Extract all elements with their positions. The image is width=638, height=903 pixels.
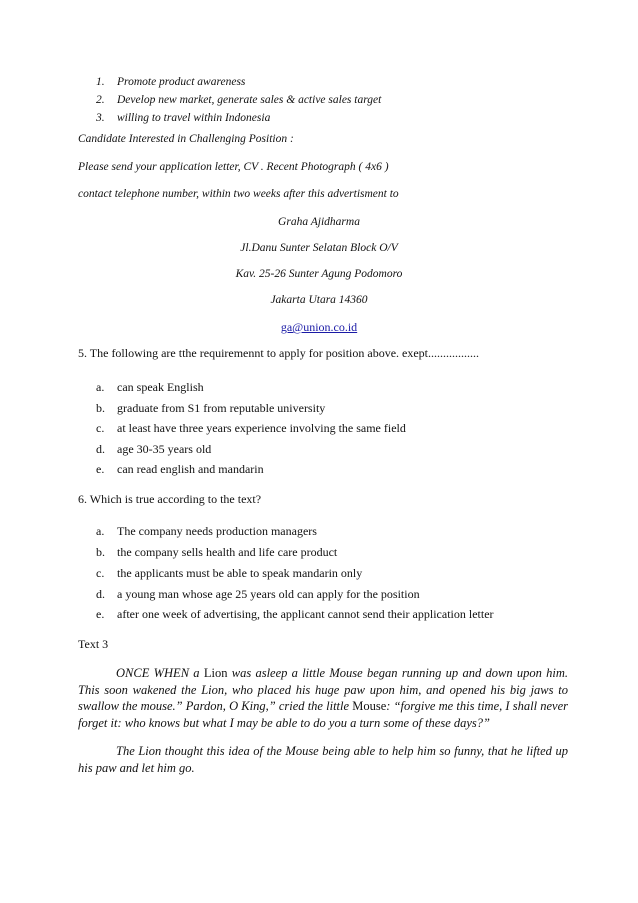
option-text: can read english and mandarin: [117, 462, 264, 476]
option-letter: c.: [96, 566, 105, 580]
candidate-line: Candidate Interested in Challenging Position :: [78, 133, 294, 145]
address-name: Graha Ajidharma: [278, 216, 360, 228]
option-letter: c.: [96, 421, 105, 435]
story-word-mouse: Mouse: [352, 699, 387, 713]
address-kav: Kav. 25-26 Sunter Agung Podomoro: [235, 268, 403, 280]
option-letter: d.: [96, 442, 105, 456]
option-letter: b.: [96, 401, 105, 415]
option-letter: e.: [96, 462, 105, 476]
duty-item: willing to travel within Indonesia: [117, 112, 271, 124]
duty-item: Promote product awareness: [117, 76, 246, 88]
option-letter: b.: [96, 545, 105, 559]
option-text: after one week of advertising, the applicant cannot send their application letter: [117, 607, 494, 621]
option-letter: a.: [96, 380, 105, 394]
option-text: The company needs production managers: [117, 524, 317, 538]
option-text: the applicants must be able to speak mandarin only: [117, 566, 363, 580]
story-paragraph-1: [78, 665, 568, 731]
duty-number: 2.: [96, 94, 105, 106]
story-text: was asleep a little Mouse began running up and down upon him. This soon wakened the Lion, who placed his huge paw upon him, and opened his big jaws to swallow the mouse.” Pardon, O King,” cried the little: [78, 666, 568, 713]
address-street: Jl.Danu Sunter Selatan Block O/V: [240, 242, 398, 254]
option-letter: d.: [96, 587, 105, 601]
option-text: graduate from S1 from reputable university: [117, 401, 326, 415]
option-text: age 30-35 years old: [117, 442, 212, 456]
question-6: 6. Which is true according to the text?: [78, 492, 262, 506]
story-body: [78, 665, 568, 776]
option-text: at least have three years experience involving the same field: [117, 421, 406, 435]
duty-number: 1.: [96, 76, 105, 88]
option-text: a young man whose age 25 years old can apply for the position: [117, 587, 420, 601]
option-letter: a.: [96, 524, 105, 538]
duty-item: Develop new market, generate sales & active sales target: [117, 94, 382, 106]
contact-instructions: contact telephone number, within two weeks after this advertisment to: [78, 188, 399, 200]
story-paragraph-2: The Lion thought this idea of the Mouse being able to help him so funny, that he lifted up his paw and let him go.: [78, 744, 568, 775]
address-city: Jakarta Utara 14360: [270, 294, 368, 306]
duty-number: 3.: [96, 112, 105, 124]
option-text: the company sells health and life care product: [117, 545, 338, 559]
email-link[interactable]: ga@union.co.id: [280, 320, 358, 334]
option-text: can speak English: [117, 380, 204, 394]
story-text: ONCE WHEN a: [116, 666, 204, 680]
story-word-lion: Lion: [203, 666, 228, 680]
send-instructions: Please send your application letter, CV . Recent Photograph ( 4x6 ): [78, 161, 389, 173]
option-letter: e.: [96, 607, 105, 621]
question-5: 5. The following are tthe requiremennt to apply for position above. exept.................: [78, 346, 480, 360]
story-text: : “forgive me this time, I shall never forget it: who knows but what I may be able to do you a turn some of these days?”: [78, 699, 568, 730]
text3-label: Text 3: [78, 637, 109, 651]
